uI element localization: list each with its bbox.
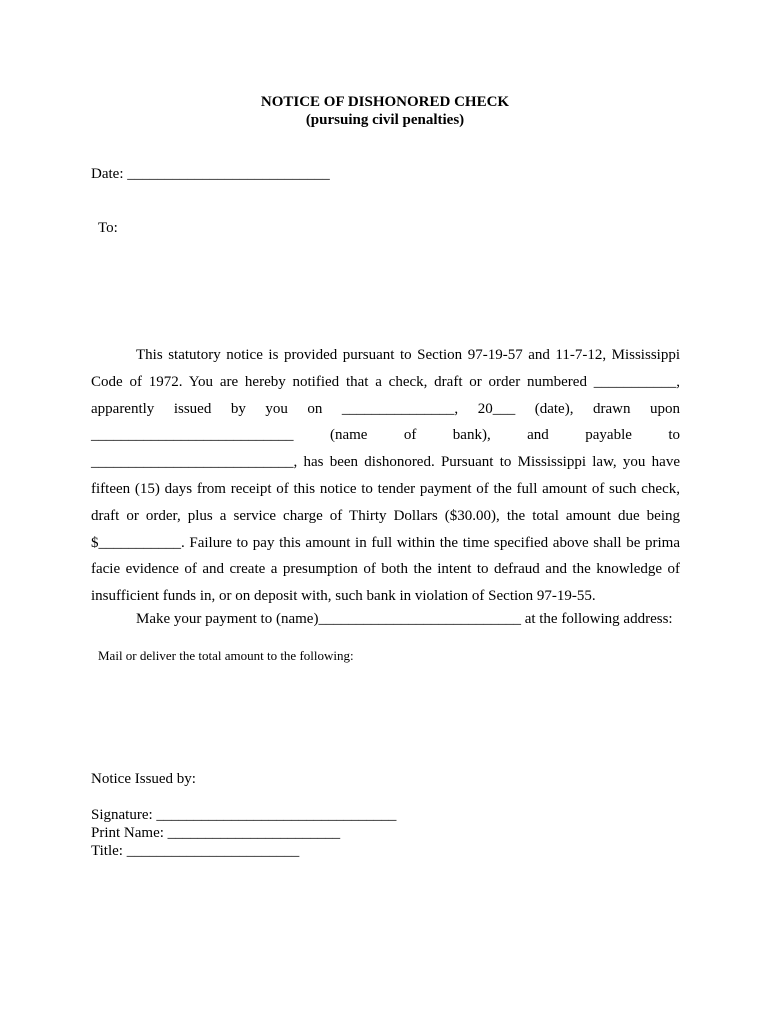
signature-block: [91, 806, 396, 860]
payment-instruction-line: Make your payment to (name)___________________________ at the following address:: [136, 611, 673, 627]
mail-instruction-line: Mail or deliver the total amount to the following:: [98, 648, 354, 663]
title-field-line: Title: _______________________: [91, 843, 300, 859]
recipient-label: To:: [98, 220, 118, 236]
document-title: NOTICE OF DISHONORED CHECK: [260, 94, 510, 110]
document-subtitle: (pursuing civil penalties): [305, 112, 465, 128]
document-heading: [0, 93, 770, 129]
notice-body-paragraph: This statutory notice is provided pursuant to Section 97-19-57 and 11-7-12, Mississippi Code of 1972. You are hereby notified that a check, draft or order numbered ___________, apparently issued by you on _______________, 20___ (date), drawn upon ___________________________ (name of bank), and payable to ___________________________, has been dishonored. Pursuant to Mississippi law, you have fifteen (15) days from receipt of this notice to tender payment of the full amount of such check, draft or order, plus a service charge of Thirty Dollars ($30.00), the total amount due being $___________. Failure to pay this amount in full within the time specified above shall be prima facie evidence of and create a presumption of both the intent to defraud and the knowledge of insufficient funds in, or on deposit with, such bank in violation of Section 97-19-55.: [91, 347, 680, 605]
notice-issued-by-label: Notice Issued by:: [91, 771, 196, 787]
print-name-field-line: Print Name: _______________________: [91, 825, 341, 841]
signature-field-line: Signature: ________________________________: [91, 807, 397, 823]
date-field-line: Date: ___________________________: [91, 166, 330, 182]
